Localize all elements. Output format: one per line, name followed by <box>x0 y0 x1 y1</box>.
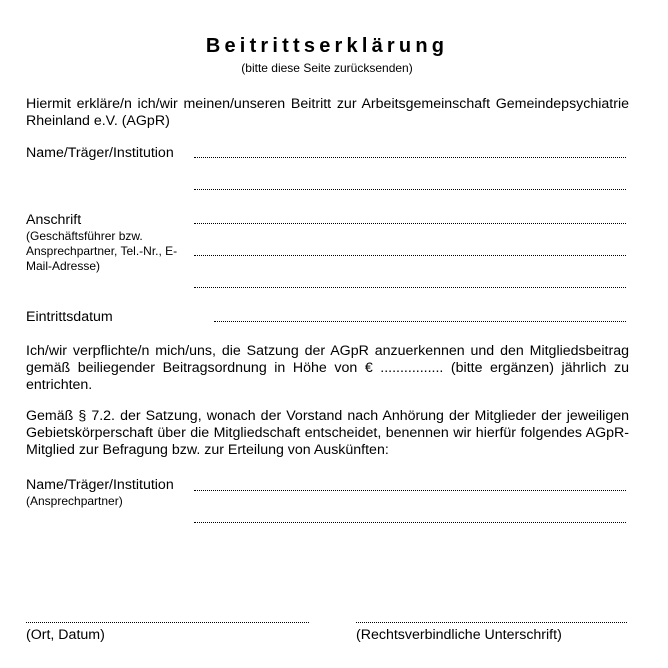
obligation-paragraph: Ich/wir verpflichte/n mich/uns, die Satzung der AGpR anzuerkennen und den Mitgliedsbeitrag gemäß beiliegender Beitragsordnung in Höhe von € ................ (bitte ergänzen) jährlich zu entrichten. <box>26 343 629 393</box>
contact-line-1[interactable] <box>194 490 626 491</box>
name-label: Name/Träger/Institution <box>26 145 174 161</box>
entry-date-line[interactable] <box>214 321 626 322</box>
address-line-2[interactable] <box>194 255 626 256</box>
intro-paragraph: Hiermit erkläre/n ich/wir meinen/unseren Beitritt zur Arbeitsgemeinschaft Gemeindepsychiatrie Rheinland e.V. (AGpR) <box>26 96 629 129</box>
address-hint: (Geschäftsführer bzw. Ansprechpartner, Tel.-Nr., E-Mail-Adresse) <box>26 229 178 273</box>
name-line-2[interactable] <box>194 189 626 190</box>
name-line-1[interactable] <box>194 157 626 158</box>
statute-paragraph: Gemäß § 7.2. der Satzung, wonach der Vorstand nach Anhörung der Mitglieder der jeweiligen Gebietskörperschaft über die Mitgliedschaft entscheidet, benennen wir hierfür folgendes AGpR-Mitglied zur Befragung bzw. zur Erteilung von Auskünften: <box>26 408 629 458</box>
contact-label: Name/Träger/Institution <box>26 477 174 493</box>
contact-line-2[interactable] <box>194 522 626 523</box>
form-title: Beitrittserklärung <box>205 35 449 57</box>
place-date-label: (Ort, Datum) <box>26 627 105 643</box>
address-line-3[interactable] <box>194 287 626 288</box>
signature-line[interactable] <box>356 622 627 623</box>
entry-date-label: Eintrittsdatum <box>26 309 113 325</box>
signature-label: (Rechtsverbindliche Unterschrift) <box>356 627 562 643</box>
place-date-line[interactable] <box>26 622 309 623</box>
address-line-1[interactable] <box>194 223 626 224</box>
contact-hint: (Ansprechpartner) <box>26 494 123 508</box>
form-subtitle: (bitte diese Seite zurücksenden) <box>241 61 413 75</box>
address-label: Anschrift <box>26 212 82 228</box>
